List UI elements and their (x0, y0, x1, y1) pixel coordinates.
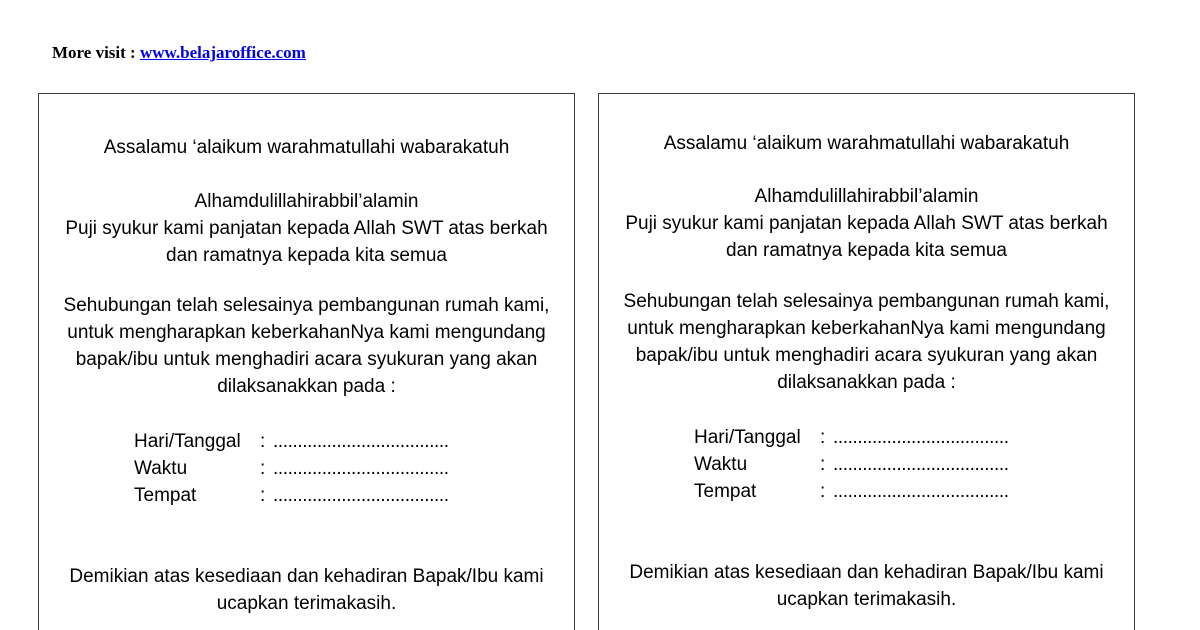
detail-row-date (694, 424, 1054, 451)
invitation-line: dilaksanakkan pada : (777, 372, 956, 393)
website-link[interactable]: www.belajaroffice.com (139, 43, 306, 62)
invitation-line: dilaksanakkan pada : (217, 376, 396, 397)
greeting-line: Assalamu ‘alaikum warahmatullahi wabarakatuh (663, 133, 1070, 154)
detail-label: Waktu (694, 454, 748, 475)
invitation-card-right (598, 93, 1135, 630)
greeting (39, 134, 574, 161)
detail-row-date (134, 428, 494, 455)
detail-blank: .................................... (273, 431, 449, 452)
event-details (694, 424, 1054, 505)
detail-separator: : (820, 481, 826, 502)
closing-paragraph (599, 559, 1134, 613)
closing-line: ucapkan terimakasih. (776, 589, 957, 610)
header-prefix: More visit : (52, 43, 140, 62)
detail-row-place (694, 478, 1054, 505)
detail-label: Tempat (694, 481, 757, 502)
header-line (52, 43, 306, 63)
closing-line: ucapkan terimakasih. (216, 593, 397, 614)
detail-blank: .................................... (273, 458, 449, 479)
praise-paragraph (39, 188, 574, 269)
praise-line: Alhamdulillahirabbil’alamin (194, 191, 419, 212)
detail-label: Waktu (134, 458, 188, 479)
praise-line: Puji syukur kami panjatan kepada Allah SWT atas berkah (625, 213, 1108, 234)
detail-blank: .................................... (273, 485, 449, 506)
detail-label: Hari/Tanggal (134, 431, 241, 452)
invitation-line: untuk mengharapkan keberkahanNya kami mengundang (627, 318, 1106, 339)
detail-separator: : (260, 458, 266, 479)
detail-blank: .................................... (833, 454, 1009, 475)
detail-blank: .................................... (833, 427, 1009, 448)
detail-separator: : (820, 427, 826, 448)
detail-row-time (134, 455, 494, 482)
praise-line: Puji syukur kami panjatan kepada Allah SWT atas berkah (65, 218, 548, 239)
closing-line: Demikian atas kesediaan dan kehadiran Bapak/Ibu kami (629, 562, 1104, 583)
invitation-card-left (38, 93, 575, 630)
detail-blank: .................................... (833, 481, 1009, 502)
praise-line: dan ramatnya kepada kita semua (726, 240, 1007, 261)
invitation-line: bapak/ibu untuk menghadiri acara syukuran yang akan (75, 349, 538, 370)
greeting-line: Assalamu ‘alaikum warahmatullahi wabarakatuh (103, 137, 510, 158)
praise-line: dan ramatnya kepada kita semua (166, 245, 447, 266)
detail-separator: : (260, 431, 266, 452)
detail-label: Tempat (134, 485, 197, 506)
greeting (599, 130, 1134, 157)
invitation-line: Sehubungan telah selesainya pembangunan rumah kami, (63, 295, 550, 316)
invitation-line: Sehubungan telah selesainya pembangunan rumah kami, (623, 291, 1110, 312)
event-details (134, 428, 494, 509)
closing-paragraph (39, 563, 574, 617)
invitation-line: bapak/ibu untuk menghadiri acara syukuran yang akan (635, 345, 1098, 366)
invitation-paragraph (39, 292, 574, 400)
praise-line: Alhamdulillahirabbil’alamin (754, 186, 979, 207)
detail-separator: : (820, 454, 826, 475)
praise-paragraph (599, 183, 1134, 264)
detail-label: Hari/Tanggal (694, 427, 801, 448)
detail-row-place (134, 482, 494, 509)
detail-separator: : (260, 485, 266, 506)
closing-line: Demikian atas kesediaan dan kehadiran Bapak/Ibu kami (69, 566, 544, 587)
invitation-line: untuk mengharapkan keberkahanNya kami mengundang (67, 322, 546, 343)
detail-row-time (694, 451, 1054, 478)
invitation-paragraph (599, 288, 1134, 396)
